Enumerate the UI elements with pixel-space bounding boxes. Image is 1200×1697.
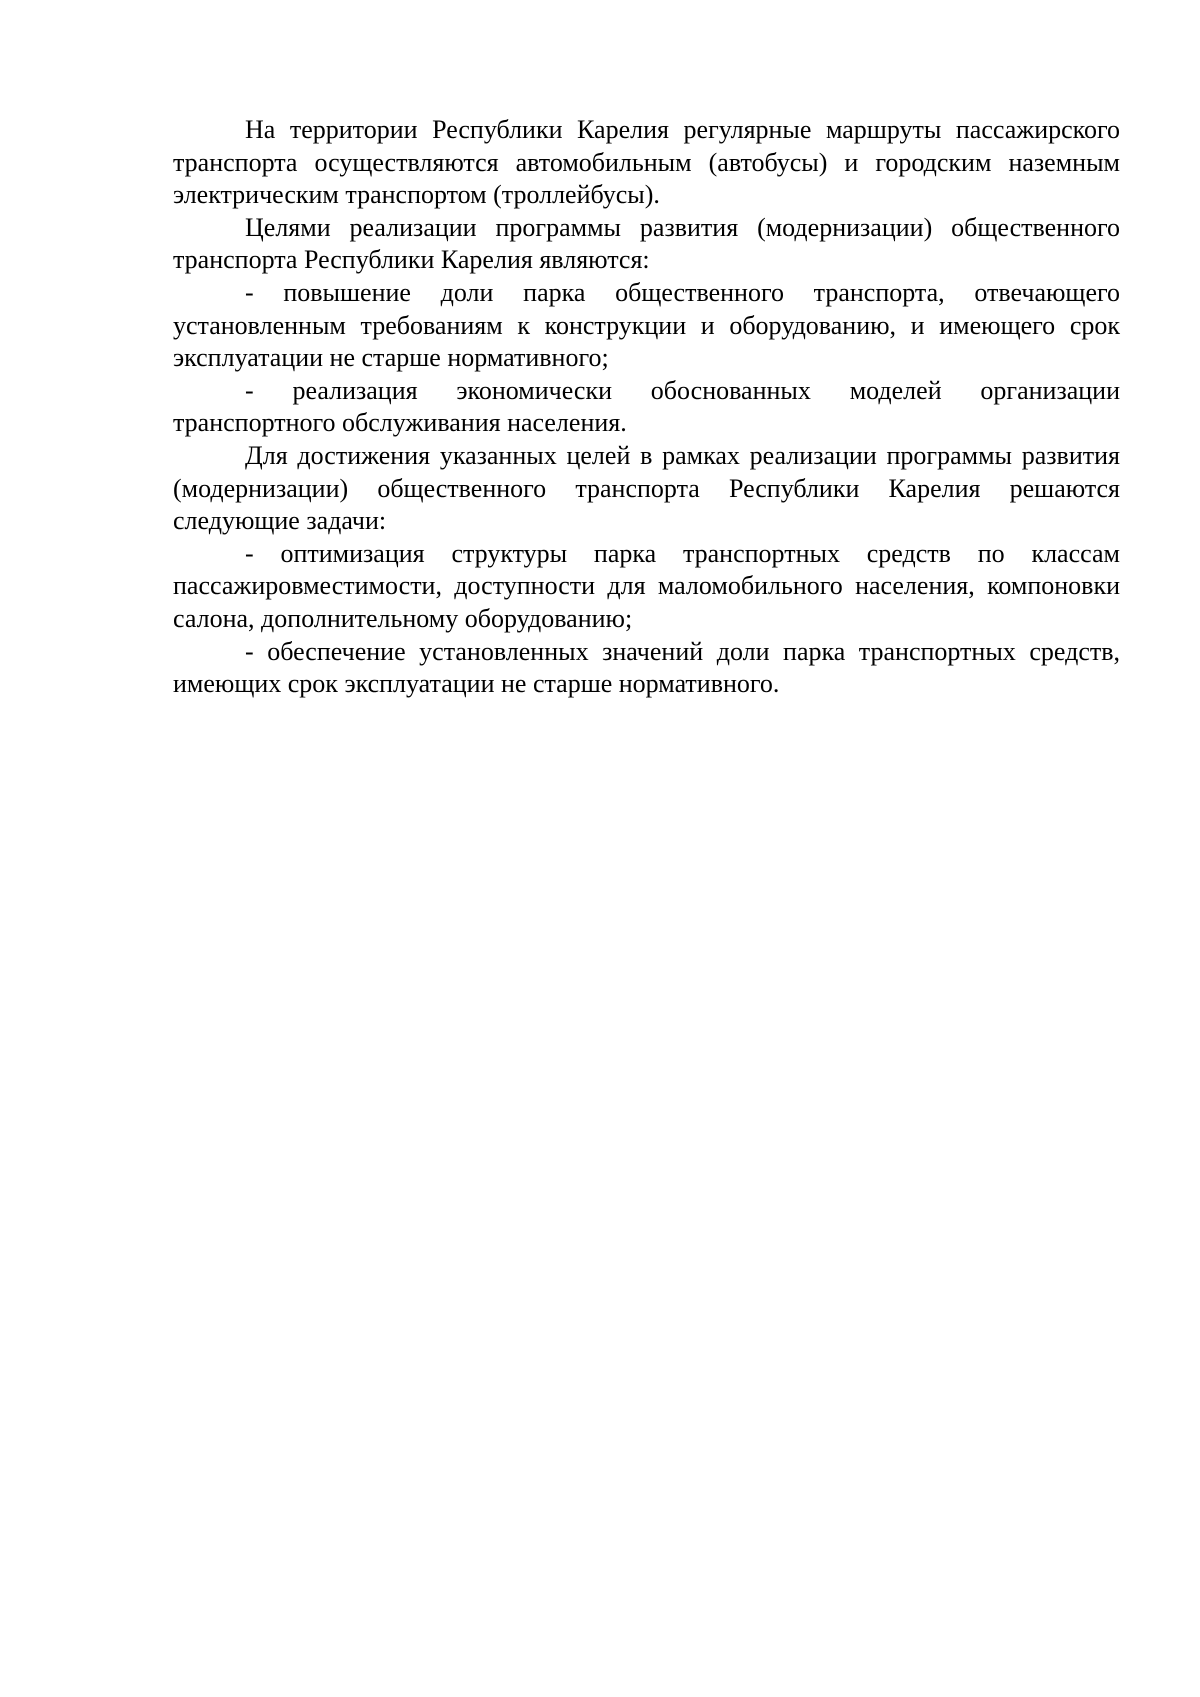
document-body [173, 114, 1120, 701]
list-item-task-fleet-age: - обеспечение установленных значений доли парка транспортных средств, имеющих срок эксплуатации не старше нормативного. [173, 636, 1120, 699]
list-item-goal-fleet-share: - повышение доли парка общественного транспорта, отвечающего установленным требованиям к конструкции и оборудованию, и имеющего срок эксплуатации не старше нормативного; [173, 277, 1120, 373]
paragraph-tasks-intro: Для достижения указанных целей в рамках реализации программы развития (модернизации) общественного транспорта Республики Карелия решаются следующие задачи: [173, 440, 1120, 536]
list-item-goal-economic-models: - реализация экономически обоснованных моделей организации транспортного обслуживания населения. [173, 375, 1120, 438]
paragraph-routes-overview: На территории Республики Карелия регулярные маршруты пассажирского транспорта осуществляются автомобильным (автобусы) и городским наземным электрическим транспортом (троллейбусы). [173, 115, 1120, 210]
paragraph-goals-intro: Целями реализации программы развития (модернизации) общественного транспорта Республики Карелия являются: [173, 212, 1120, 275]
list-item-task-fleet-structure: - оптимизация структуры парка транспортных средств по классам пассажировместимости, доступности для маломобильного населения, компоновки салона, дополнительному оборудованию; [173, 538, 1120, 633]
